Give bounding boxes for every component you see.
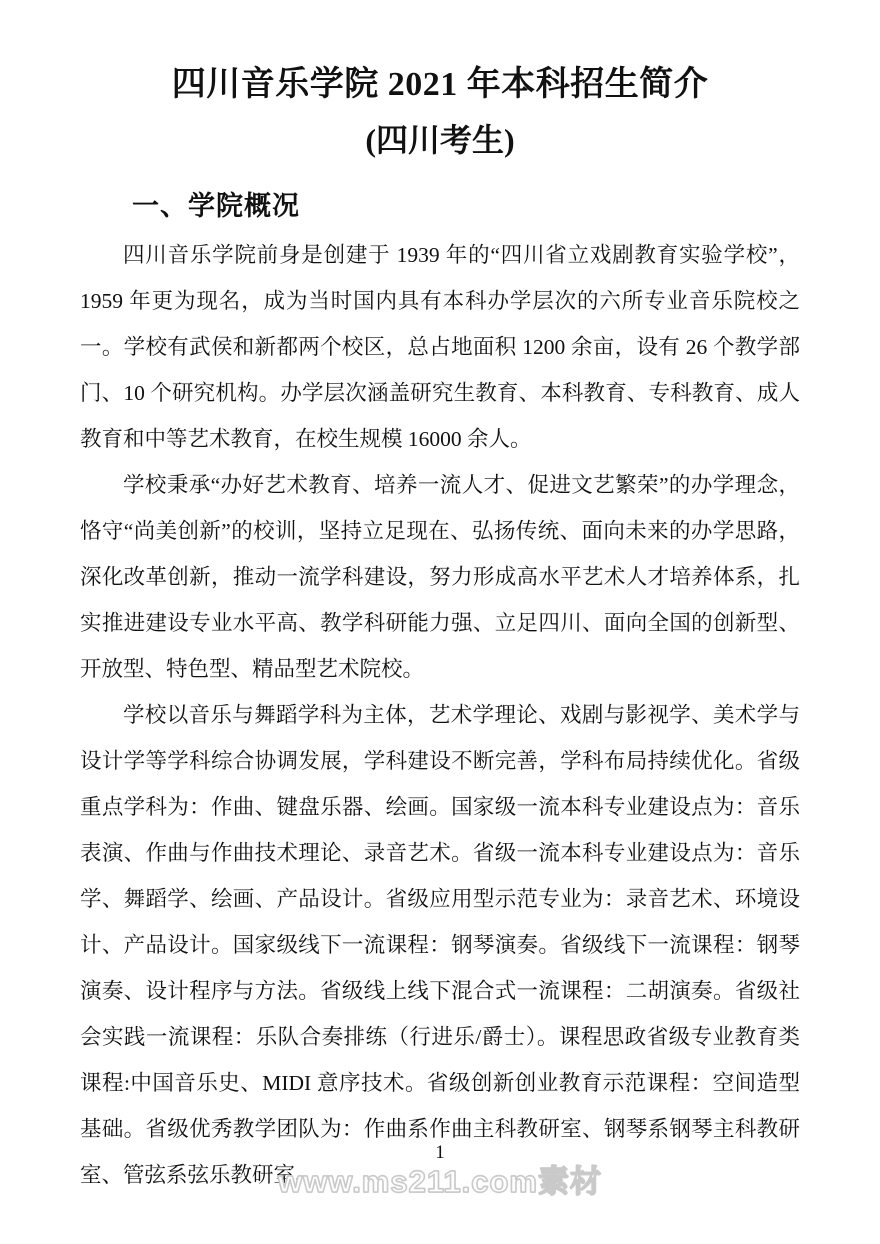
document-subtitle: (四川考生) bbox=[365, 122, 515, 158]
paragraph-disciplines: 学校以音乐与舞蹈学科为主体，艺术学理论、戏剧与影视学、美术学与设计学等学科综合协调发展，学科建设不断完善，学科布局持续优化。省级重点学科为：作曲、键盘乐器、绘画。国家级一流本科专业建设点为：音乐表演、作曲与作曲技术理论、录音艺术。省级一流本科专业建设点为：音乐学、舞蹈学、绘画、产品设计。省级应用型示范专业为：录音艺术、环境设计、产品设计。国家级线下一流课程：钢琴演奏。省级线下一流课程：钢琴演奏、设计程序与方法。省级线上线下混合式一流课程：二胡演奏。省级社会实践一流课程：乐队合奏排练（行进乐/爵士）。课程思政省级专业教育类课程:中国音乐史、MIDI 意序技术。省级创新创业教育示范课程：空间造型基础。省级优秀教学团队为：作曲系作曲主科教研室、钢琴系钢琴主科教研室、管弦系弦乐教研室、 bbox=[80, 703, 800, 1187]
document-body bbox=[80, 232, 800, 1198]
paragraph-school-philosophy: 学校秉承“办好艺术教育、培养一流人才、促进文艺繁荣”的办学理念，恪守“尚美创新”的校训，坚持立足现在、弘扬传统、面向未来的办学思路，深化改革创新，推动一流学科建设，努力形成高水平艺术人才培养体系，扎实推进建设专业水平高、教学科研能力强、立足四川、面向全国的创新型、开放型、特色型、精品型艺术院校。 bbox=[80, 473, 800, 681]
page-number: 1 bbox=[435, 1142, 445, 1163]
section-heading: 一、学院概况 bbox=[132, 191, 300, 221]
paragraph-school-history: 四川音乐学院前身是创建于 1939 年的“四川省立戏剧教育实验学校”，1959 年更为现名，成为当时国内具有本科办学层次的六所专业音乐院校之一。学校有武侯和新都两个校区，总占地面积 1200 余亩，设有 26 个教学部门、10 个研究机构。办学层次涵盖研究生教育、本科教育、专科教育、成人教育和中等艺术教育，在校生规模 16000 余人。 bbox=[80, 243, 800, 451]
document-title: 四川音乐学院 2021 年本科招生简介 bbox=[171, 66, 709, 103]
watermark-text: www.ms211.com素材 bbox=[278, 1164, 602, 1199]
